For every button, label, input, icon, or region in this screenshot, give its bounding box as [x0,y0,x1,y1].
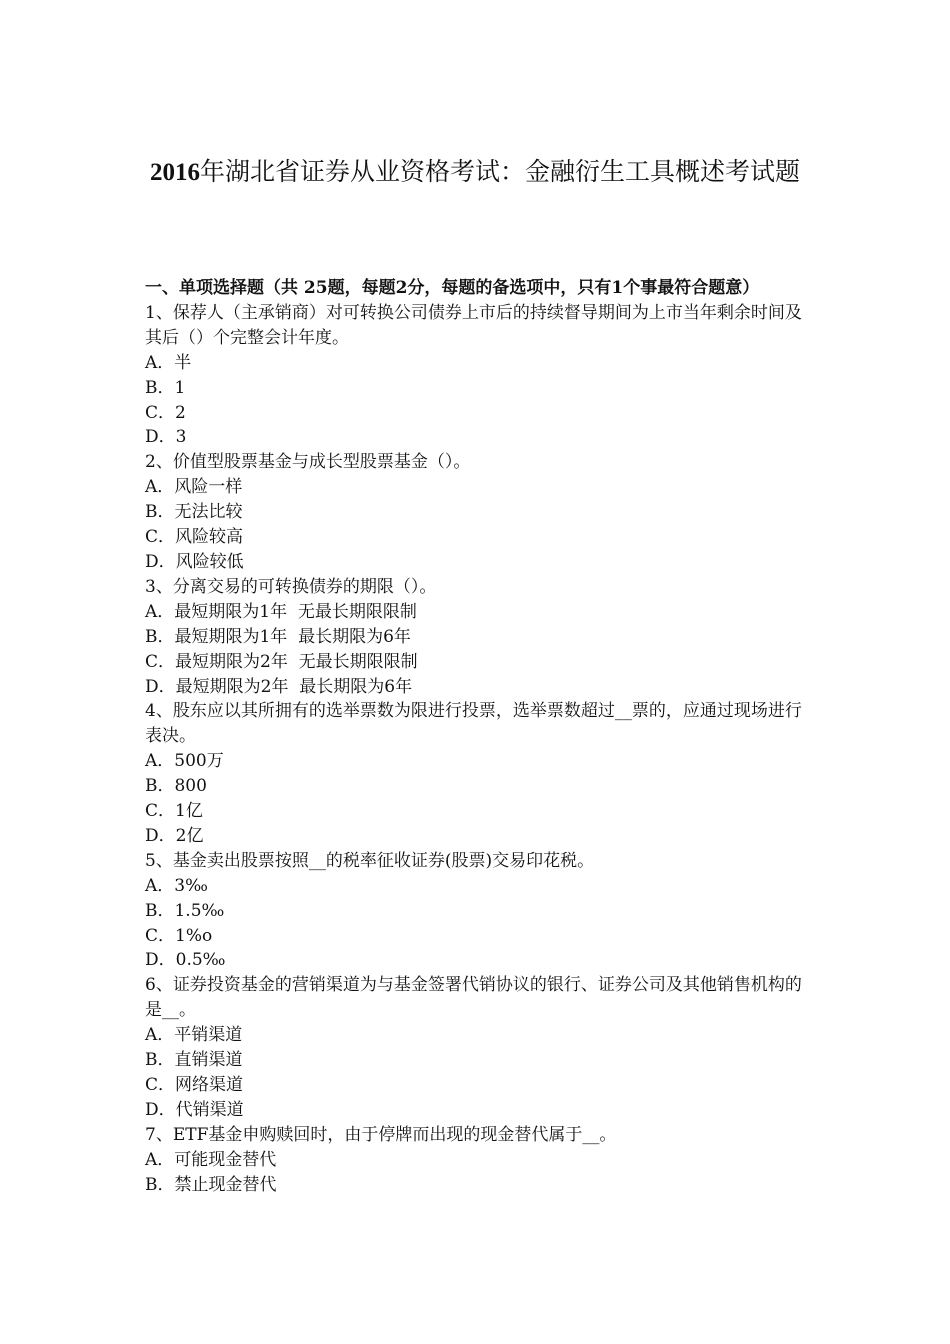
option-b: B．无法比较 [145,502,243,523]
question-stem: 3、分离交易的可转换债券的期限（）。 [145,576,437,597]
question-stem: 1、保荐人（主承销商）对可转换公司债券上市后的持续督导期间为上市当年剩余时间及其后（）个完整会计年度。 [145,302,802,348]
option-d: D．0.5‰ [145,950,226,971]
title-text: 年湖北省证券从业资格考试：金融衍生工具概述考试题 [199,157,800,186]
question-2 [145,450,810,575]
question-6 [145,973,810,1122]
option-b: B．直销渠道 [145,1050,243,1071]
question-4 [145,699,810,848]
option-b: B．1.5‰ [145,900,225,921]
question-stem: 2、价值型股票基金与成长型股票基金（）。 [145,452,471,473]
question-stem: 5、基金卖出股票按照__的税率征收证券(股票)交易印花税。 [145,850,595,871]
option-d: D．3 [145,427,187,448]
question-stem: 4、股东应以其所拥有的选举票数为限进行投票，选举票数超过__票的，应通过现场进行表决。 [145,701,802,747]
option-a: A．风险一样 [145,477,243,498]
section-heading: 一、单项选择题（共 25题，每题2分，每题的备选项中，只有1个事最符合题意） [145,278,760,298]
option-c: C．1%o [145,925,213,946]
question-stem: 6、证券投资基金的营销渠道为与基金签署代销协议的银行、证券公司及其他销售机构的是__。 [145,975,802,1021]
question-3 [145,575,810,700]
document-body [145,276,810,1198]
option-a: A．可能现金替代 [145,1149,277,1170]
option-d: D．最短期限为2年 最长期限为6年 [145,676,413,697]
option-c: C．风险较高 [145,527,244,548]
option-a: A．最短期限为1年 无最长期限限制 [145,601,417,622]
option-b: B．最短期限为1年 最长期限为6年 [145,626,411,647]
option-b: B．800 [145,776,207,797]
option-a: A．3‰ [145,875,208,896]
document-title [145,146,805,199]
title-year: 2016 [149,159,200,186]
option-d: D．风险较低 [145,551,244,572]
option-b: B．1 [145,377,186,398]
option-c: C．最短期限为2年 无最长期限限制 [145,651,418,672]
option-c: C．2 [145,402,186,423]
option-d: D．代销渠道 [145,1099,244,1120]
question-5 [145,849,810,974]
question-7 [145,1123,810,1198]
option-c: C．网络渠道 [145,1075,244,1095]
option-b: B．禁止现金替代 [145,1174,277,1195]
option-c: C．1亿 [145,801,203,822]
option-a: A．500万 [145,751,224,772]
question-1 [145,301,810,450]
option-d: D．2亿 [145,825,204,846]
question-stem: 7、ETF基金申购赎回时，由于停牌而出现的现金替代属于__。 [145,1124,617,1145]
option-a: A．平销渠道 [145,1025,243,1046]
option-a: A．半 [145,352,192,373]
